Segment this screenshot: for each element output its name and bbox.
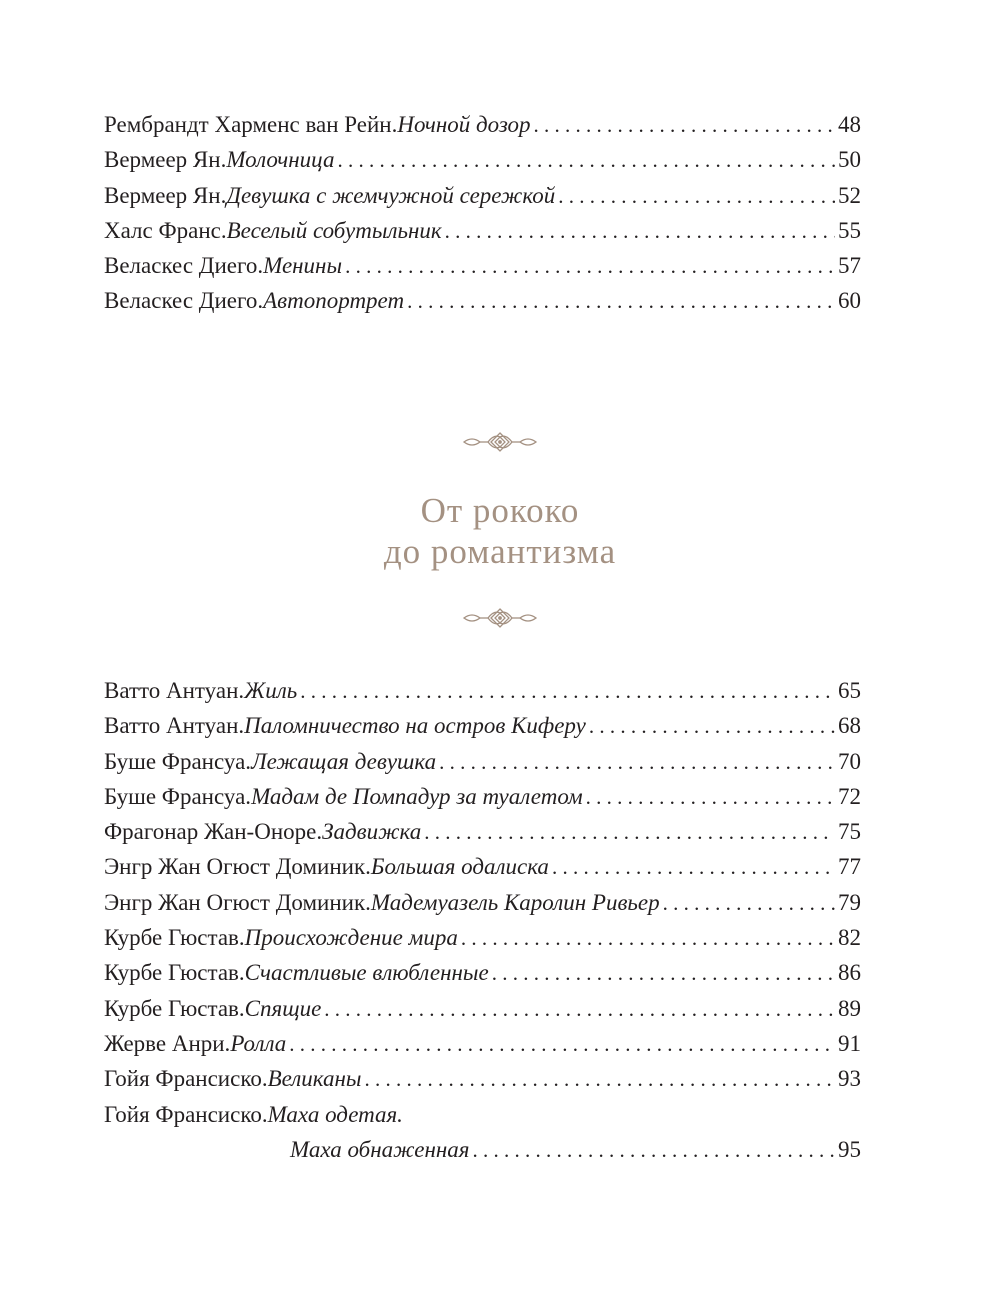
dot-leader: [663, 886, 835, 921]
toc-entry-title: Маха одетая.: [267, 1101, 403, 1127]
toc-entry-title: Спящие: [244, 995, 322, 1021]
toc-entry[interactable]: [104, 920, 861, 955]
toc-entry-author: Рембрандт Харменс ван Рейн.: [104, 112, 398, 137]
toc-entry-author: Гойя Франсиско.: [104, 1101, 268, 1127]
toc-entry-author: Жерве Анри.: [104, 1030, 231, 1056]
toc-entry-author: Энгр Жан Огюст Доминик.: [104, 854, 371, 880]
toc-entry[interactable]: [104, 1097, 861, 1132]
dot-leader: [589, 709, 835, 744]
dot-leader: [364, 1062, 835, 1097]
dot-leader: [439, 745, 835, 780]
dot-leader: [586, 780, 835, 815]
toc-entry[interactable]: [104, 213, 861, 248]
toc-entry-title: Ночной дозор: [397, 112, 531, 137]
dot-leader: [492, 956, 835, 991]
section-heading: [0, 490, 1000, 572]
fleuron-ornament-icon: [460, 606, 540, 630]
dot-leader: [345, 249, 835, 284]
toc-entry-page: 89: [838, 995, 861, 1021]
dot-leader: [558, 179, 835, 214]
toc-bottom-list: [104, 673, 861, 1167]
toc-entry-page: 86: [838, 960, 861, 986]
toc-top-list: [104, 107, 861, 319]
toc-entry-title: Автопортрет: [263, 288, 405, 314]
toc-entry[interactable]: [104, 283, 861, 318]
toc-entry-title: Веселый собутыльник: [226, 217, 442, 243]
toc-entry[interactable]: [104, 1026, 861, 1061]
toc-entry-title: Мадемуазель Каролин Ривьер: [370, 889, 660, 915]
section-heading-line-1: От рококо: [420, 491, 580, 530]
toc-entry-page: 72: [838, 783, 861, 809]
toc-entry-author: Курбе Гюстав.: [104, 925, 245, 951]
toc-entry-author: Энгр Жан Огюст Доминик.: [104, 889, 371, 915]
dot-leader: [424, 815, 835, 850]
toc-entry-page: 91: [838, 1030, 861, 1056]
toc-entry-page: 55: [838, 217, 861, 243]
toc-entry-title: Девушка с жемчужной сережкой: [226, 182, 556, 208]
dot-leader: [472, 1133, 835, 1168]
toc-entry[interactable]: [104, 248, 861, 283]
toc-entry[interactable]: [104, 708, 861, 743]
toc-entry[interactable]: [104, 814, 861, 849]
toc-entry-author: Курбе Гюстав.: [104, 960, 245, 986]
toc-entry-title: Ролла: [230, 1030, 287, 1056]
toc-entry[interactable]: [104, 779, 861, 814]
toc-entry-page: 65: [838, 678, 861, 703]
toc-entry-title: Молочница: [226, 147, 335, 173]
toc-entry-page: 77: [838, 854, 861, 880]
toc-entry-title: Маха обнаженная: [290, 1136, 470, 1162]
toc-entry-author: Гойя Франсиско.: [104, 1066, 268, 1092]
toc-entry[interactable]: [104, 1132, 861, 1167]
toc-entry-title: Мадам де Помпадур за туалетом: [251, 783, 583, 809]
toc-entry[interactable]: [104, 142, 861, 177]
section-heading-line-2: до романтизма: [383, 532, 617, 571]
dot-leader: [461, 921, 835, 956]
toc-entry-page: 79: [838, 889, 861, 915]
toc-entry-title: Происхождение мира: [244, 925, 458, 951]
toc-entry-page: 93: [838, 1066, 861, 1092]
dot-leader: [534, 108, 835, 143]
fleuron-ornament-icon: [460, 430, 540, 454]
dot-leader: [407, 284, 835, 319]
toc-entry-title: Великаны: [267, 1066, 362, 1092]
toc-entry-title: Жиль: [244, 678, 298, 703]
toc-entry-author: Ватто Антуан.: [104, 678, 245, 703]
toc-entry-author: Халс Франс.: [104, 217, 227, 243]
dot-leader: [300, 674, 835, 709]
toc-entry[interactable]: [104, 107, 861, 142]
toc-entry-page: 95: [838, 1136, 861, 1162]
toc-entry-author: Веласкес Диего.: [104, 253, 264, 279]
toc-entry[interactable]: [104, 744, 861, 779]
toc-entry-title: Задвижка: [322, 819, 422, 845]
toc-entry-title: Большая одалиска: [370, 854, 549, 880]
toc-entry-page: 60: [838, 288, 861, 314]
toc-entry-title: Счастливые влюбленные: [244, 960, 489, 986]
toc-entry[interactable]: [104, 955, 861, 990]
toc-entry-author: Курбе Гюстав.: [104, 995, 245, 1021]
toc-entry-page: 50: [838, 147, 861, 173]
dot-leader: [324, 992, 835, 1027]
toc-entry[interactable]: [104, 885, 861, 920]
toc-entry-title: Менины: [263, 253, 343, 279]
toc-entry-page: 82: [838, 925, 861, 951]
toc-entry-author: Буше Франсуа.: [104, 783, 252, 809]
toc-entry-author: Фрагонар Жан-Оноре.: [104, 819, 323, 845]
toc-entry-title: Паломничество на остров Киферу: [244, 713, 586, 739]
toc-entry-page: 70: [838, 748, 861, 774]
dot-leader: [445, 214, 835, 249]
toc-entry-author: Ватто Антуан.: [104, 713, 245, 739]
toc-entry-page: 75: [838, 819, 861, 845]
toc-entry-page: 48: [838, 112, 861, 137]
toc-entry-author: Вермеер Ян.: [104, 147, 227, 173]
toc-entry-page: 52: [838, 182, 861, 208]
toc-entry[interactable]: [104, 849, 861, 884]
dot-leader: [337, 143, 835, 178]
dot-leader: [552, 850, 835, 885]
toc-entry[interactable]: [104, 178, 861, 213]
toc-entry[interactable]: [104, 673, 861, 708]
toc-entry-page: 68: [838, 713, 861, 739]
toc-entry-title: Лежащая девушка: [251, 748, 437, 774]
toc-entry-author: Веласкес Диего.: [104, 288, 264, 314]
toc-entry[interactable]: [104, 991, 861, 1026]
toc-entry[interactable]: [104, 1061, 861, 1096]
toc-entry-author: Буше Франсуа.: [104, 748, 252, 774]
toc-entry-author: Вермеер Ян.: [104, 182, 227, 208]
dot-leader: [289, 1027, 835, 1062]
toc-entry-page: 57: [838, 253, 861, 279]
